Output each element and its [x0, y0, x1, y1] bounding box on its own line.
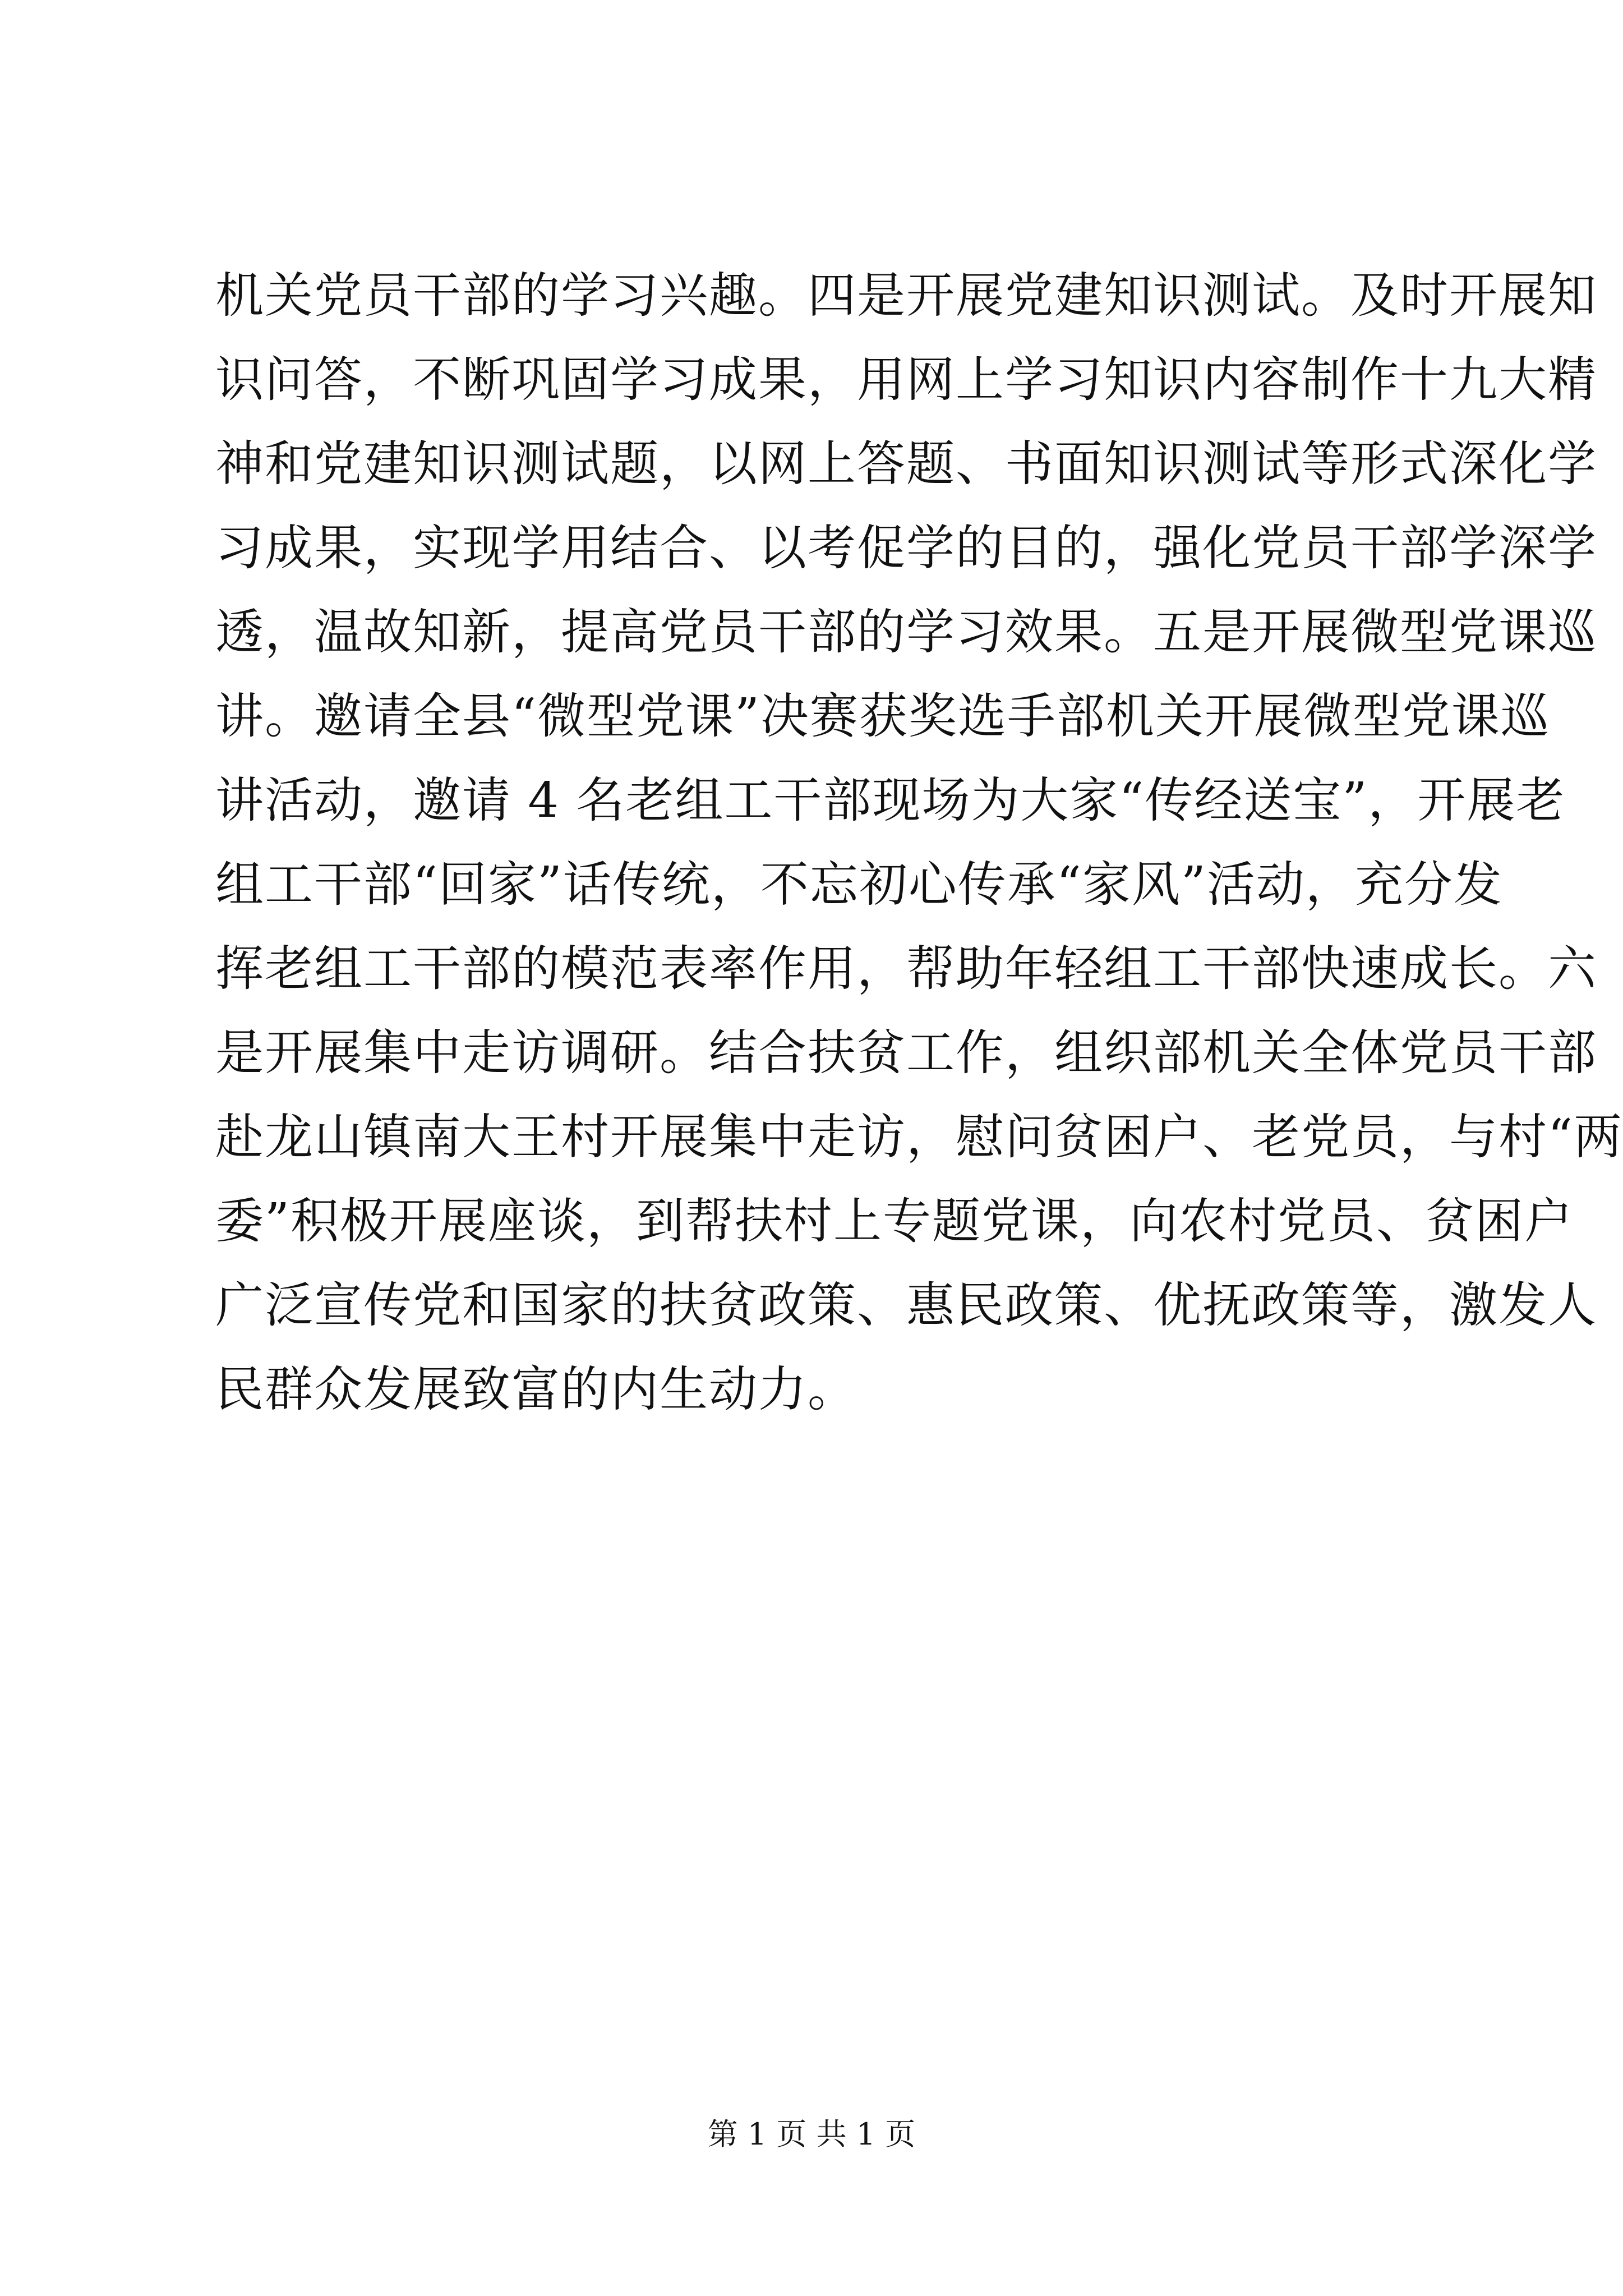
page-number-footer: 第 1 页 共 1 页	[707, 2116, 916, 2152]
text-line: 识问答，不断巩固学习成果，用网上学习知识内容制作十九大精	[215, 352, 1597, 408]
text-line: 赴龙山镇南大王村开展集中走访，慰问贫困户、老党员，与村“两	[215, 1109, 1623, 1165]
text-line: 机关党员干部的学习兴趣。四是开展党建知识测试。及时开展知	[215, 268, 1597, 324]
text-line: 委”积极开展座谈，到帮扶村上专题党课，向农村党员、贫困户	[215, 1193, 1574, 1249]
text-line: 民群众发展致富的内生动力。	[215, 1361, 857, 1418]
text-line: 神和党建知识测试题，以网上答题、书面知识测试等形式深化学	[215, 436, 1597, 492]
text-line: 组工干部“回家”话传统，不忘初心传承“家风”活动，充分发	[215, 857, 1503, 913]
text-line: 讲。邀请全县“微型党课”决赛获奖选手部机关开展微型党课巡	[215, 688, 1550, 744]
text-line: 是开展集中走访调研。结合扶贫工作，组织部机关全体党员干部	[215, 1025, 1597, 1081]
text-line: 挥老组工干部的模范表率作用，帮助年轻组工干部快速成长。六	[215, 941, 1597, 997]
body-paragraph	[215, 254, 1623, 1432]
text-line: 习成果，实现学用结合、以考促学的目的，强化党员干部学深学	[215, 520, 1597, 576]
text-line: 透，温故知新，提高党员干部的学习效果。五是开展微型党课巡	[215, 604, 1597, 660]
text-line: 广泛宣传党和国家的扶贫政策、惠民政策、优抚政策等，激发人	[215, 1277, 1597, 1333]
text-line: 讲活动，邀请 4 名老组工干部现场为大家“传经送宝”，开展老	[215, 772, 1566, 829]
